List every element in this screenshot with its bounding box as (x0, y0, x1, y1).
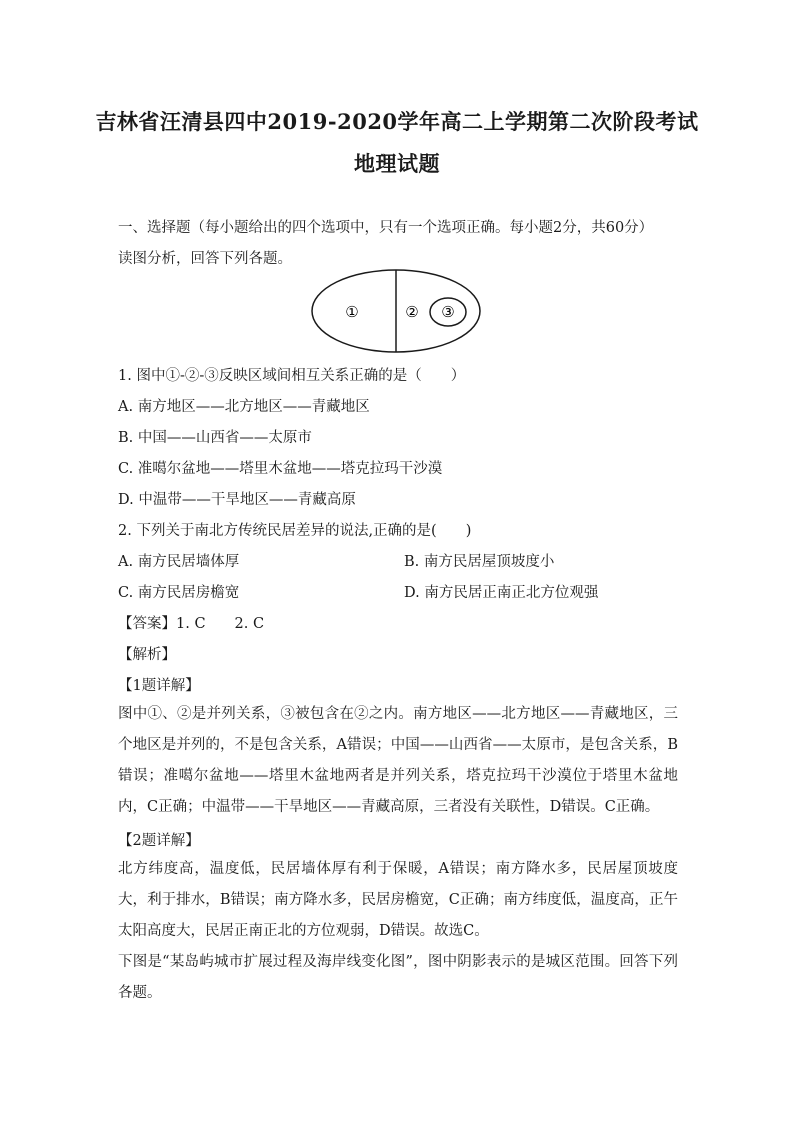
detail-2-text: 北方纬度高，温度低，民居墙体厚有利于保暖，A错误；南方降水多，民居屋顶坡度大，利于排水，B错误；南方降水多，民居房檐宽，C正确；南方纬度低，温度高，正午太阳高度大，民居正南正北的方位观弱，D错误。故选C。 (118, 861, 678, 939)
question-2-option-a: A. 南方民居墙体厚 (118, 554, 240, 570)
question-1-option-a: A. 南方地区——北方地区——青藏地区 (118, 399, 370, 415)
document-title: 吉林省汪清县四中2019-2020学年高二上学期第二次阶段考试 (95, 109, 699, 134)
question-1-option-c: C. 准噶尔盆地——塔里木盆地——塔克拉玛干沙漠 (118, 461, 443, 477)
region-label-3: ③ (441, 303, 455, 321)
section-heading: 一、选择题（每小题给出的四个选项中，只有一个选项正确。每小题2分，共60分） (118, 220, 654, 236)
region-label-2: ② (405, 303, 419, 321)
question-2-option-c: C. 南方民居房檐宽 (118, 585, 240, 601)
question-2-option-d: D. 南方民居正南正北方位观强 (404, 585, 599, 601)
detail-1-text: 图中①、②是并列关系，③被包含在②之内。南方地区——北方地区——青藏地区，三个地区是并列的，不是包含关系，A错误；中国——山西省——太原市，是包含关系，B错误；准噶尔盆地——塔里木盆地两者是并列关系，塔克拉玛干沙漠位于塔里木盆地内，C正确；中温带——干旱地区——青藏高原，三者没有关联性，D错误。C正确。 (118, 706, 678, 815)
next-question-intro: 下图是“某岛屿城市扩展过程及海岸线变化图”，图中阴影表示的是城区范围。回答下列各题。 (118, 954, 678, 1001)
analysis-heading: 【解析】 (118, 647, 176, 663)
question-2-option-b: B. 南方民居屋顶坡度小 (404, 554, 555, 570)
document-subtitle: 地理试题 (354, 151, 440, 176)
question-2-stem: 2. 下列关于南北方传统民居差异的说法,正确的是( ) (118, 523, 472, 539)
region-label-1: ① (345, 303, 359, 321)
detail-1-heading: 【1题详解】 (118, 678, 200, 694)
region-relation-diagram (310, 268, 482, 354)
detail-2-heading: 【2题详解】 (118, 833, 200, 849)
question-1-stem: 1. 图中①-②-③反映区域间相互关系正确的是（ ） (118, 368, 466, 384)
reading-prompt: 读图分析，回答下列各题。 (118, 251, 292, 267)
question-1-option-d: D. 中温带——干旱地区——青藏高原 (118, 492, 356, 508)
answer-line: 【答案】1. C 2. C (118, 616, 265, 632)
question-1-option-b: B. 中国——山西省——太原市 (118, 430, 312, 446)
